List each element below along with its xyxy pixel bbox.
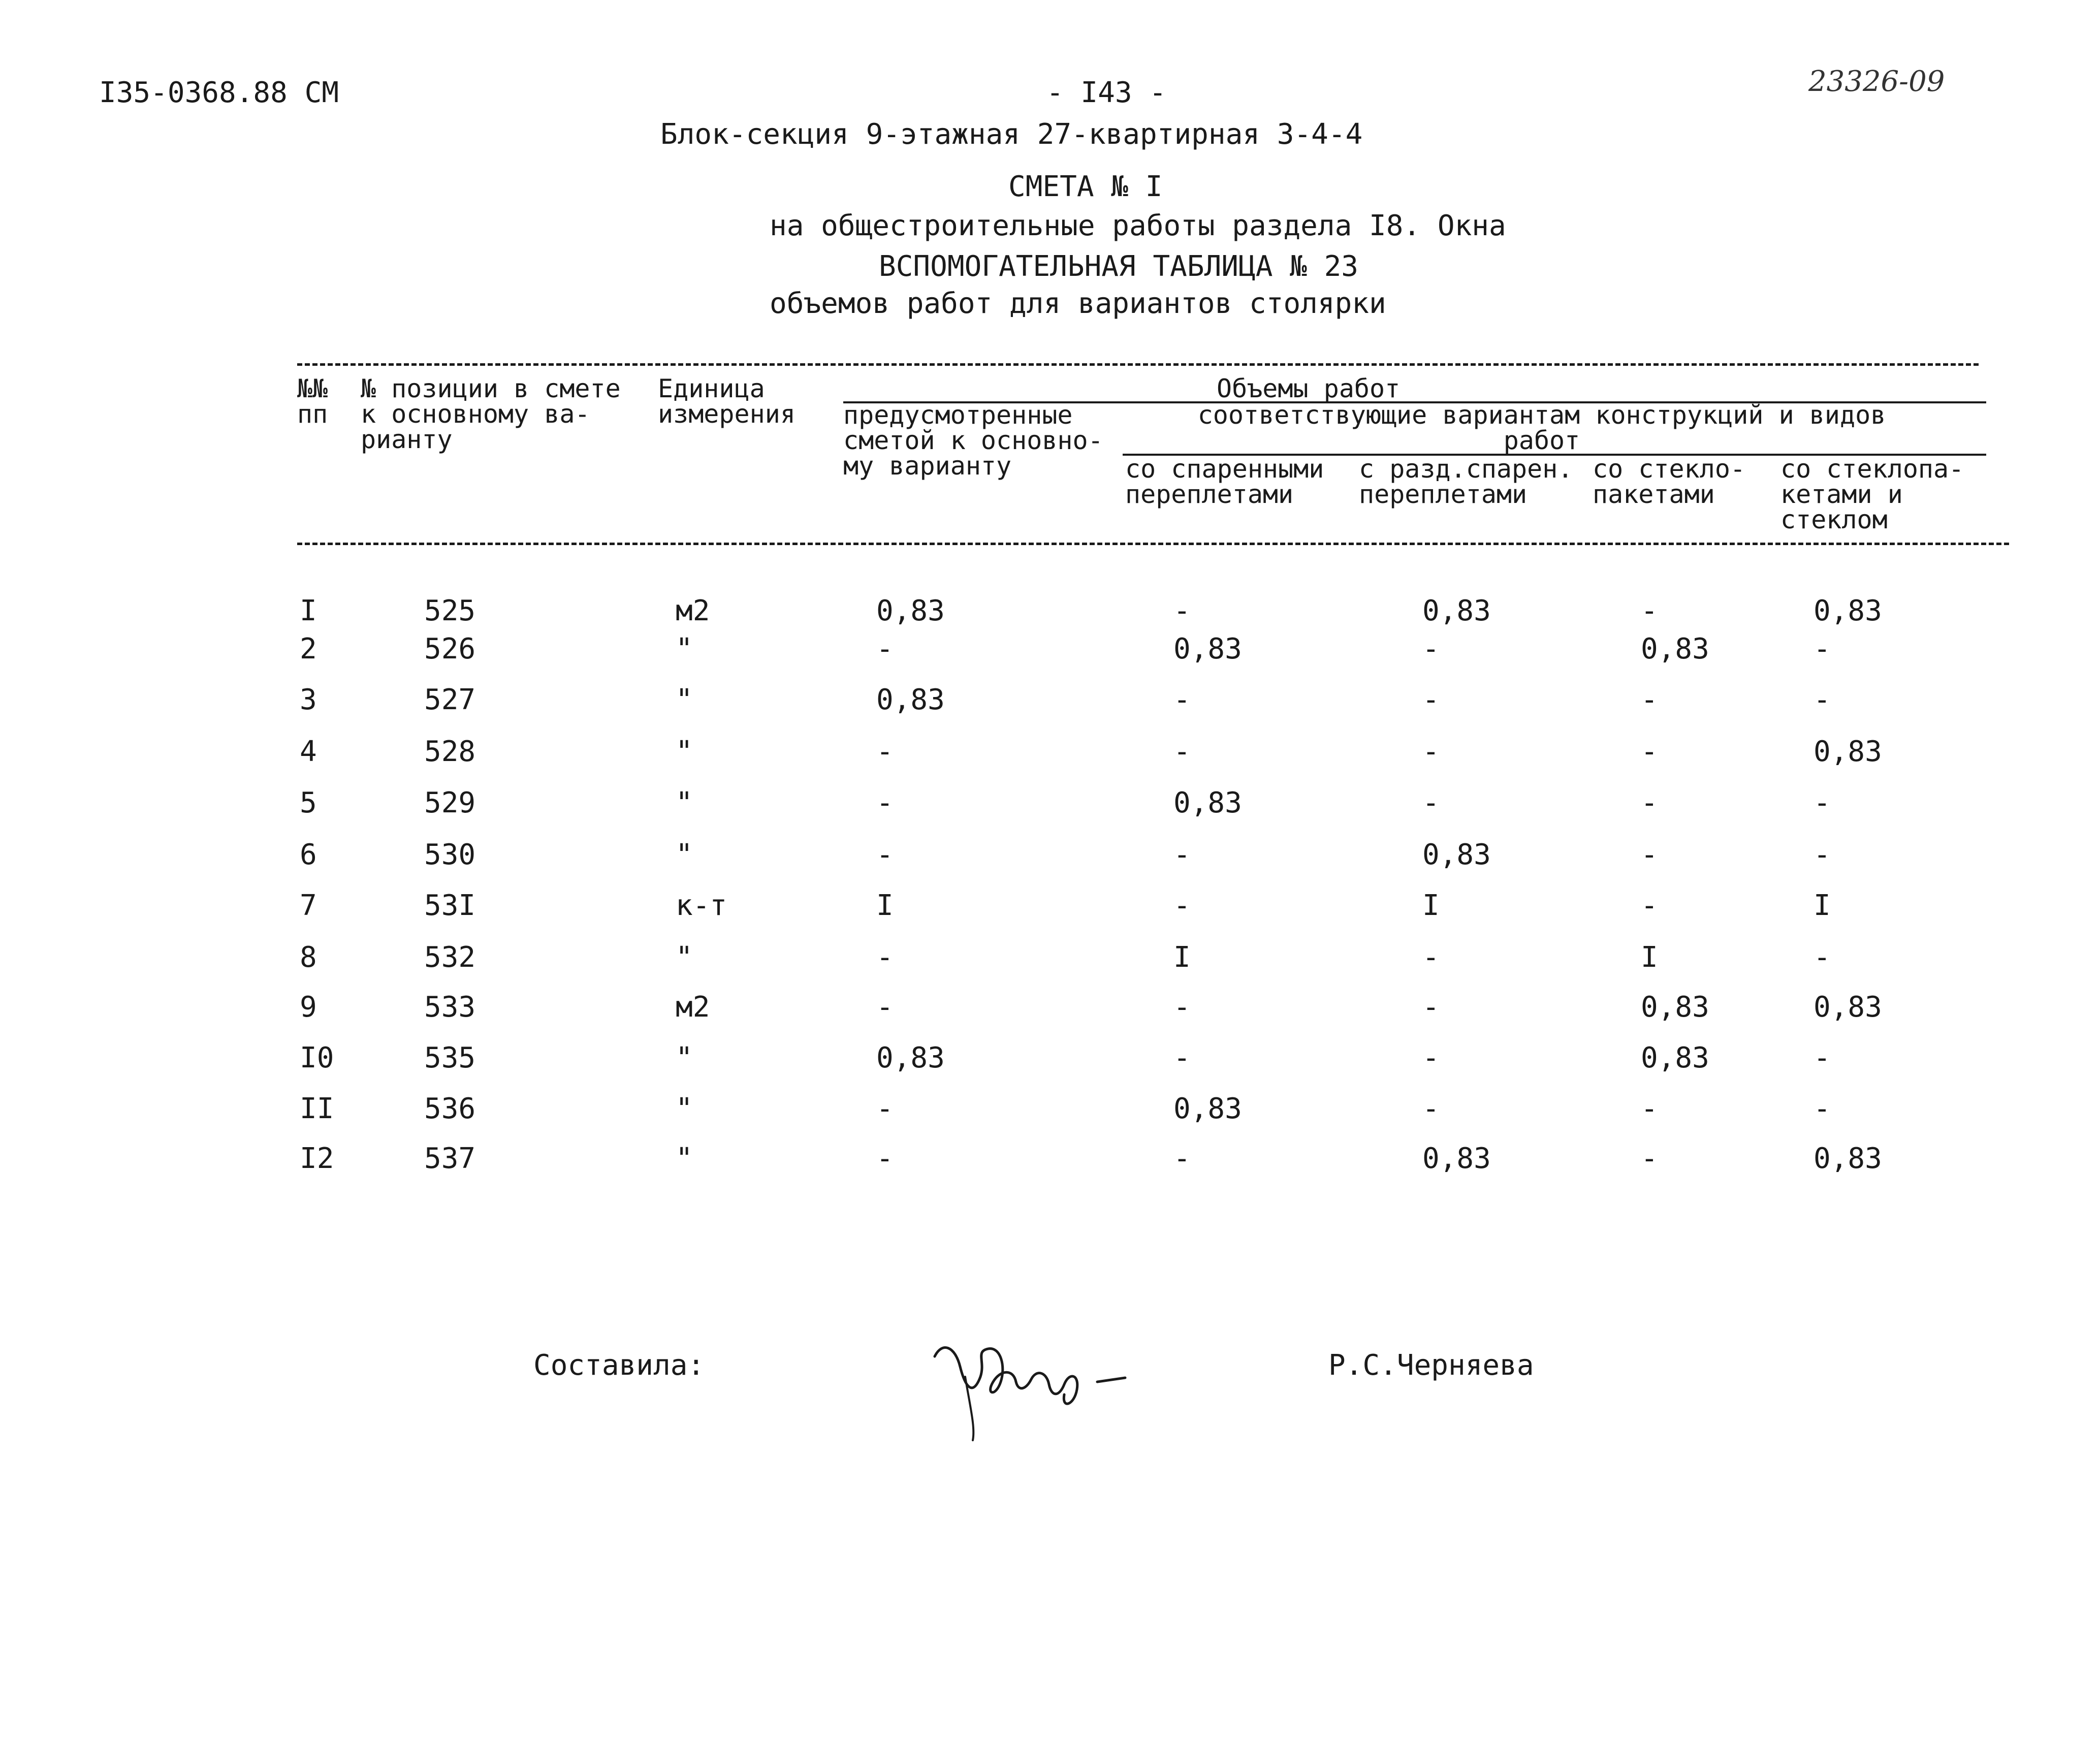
header-variant-paired: со спаренными переплетами: [1125, 454, 1324, 509]
cell-position: 525: [424, 594, 476, 627]
aux-table-subtitle: объемов работ для вариантов столярки: [770, 287, 1386, 320]
cell-variant-separate-paired: I: [1422, 889, 1440, 922]
cell-variant-glass-units: -: [1641, 594, 1658, 627]
table-top-rule: [297, 363, 1979, 366]
cell-variant-glass-units: -: [1641, 1142, 1658, 1175]
cell-variant-separate-paired: 0,83: [1422, 594, 1491, 627]
cell-position: 533: [424, 991, 476, 1024]
cell-variant-glass-units-and-glass: -: [1813, 786, 1831, 819]
aux-table-title: ВСПОМОГАТЕЛЬНАЯ ТАБЛИЦА № 23: [879, 250, 1359, 283]
cell-variant-paired: -: [1173, 735, 1191, 768]
cell-position: 526: [424, 632, 476, 666]
cell-variant-glass-units: -: [1641, 735, 1658, 768]
cell-variant-glass-units: -: [1641, 889, 1658, 922]
cell-variant-glass-units-and-glass: I: [1813, 889, 1831, 922]
cell-unit: к-т: [676, 889, 727, 922]
cell-number: 6: [300, 838, 317, 871]
cell-variant-paired: -: [1173, 594, 1191, 627]
cell-base-variant: -: [876, 1142, 894, 1175]
cell-base-variant: 0,83: [876, 1041, 945, 1074]
cell-number: I2: [300, 1142, 334, 1175]
cell-variant-glass-units: I: [1641, 941, 1658, 974]
cell-unit: ": [676, 735, 693, 768]
cell-number: 8: [300, 941, 317, 974]
header-variant-glass-units: со стекло- пакетами: [1593, 454, 1746, 509]
page-number: - I43 -: [1046, 76, 1167, 109]
cell-base-variant: -: [876, 632, 894, 666]
cell-variant-glass-units-and-glass: 0,83: [1813, 735, 1882, 768]
cell-base-variant: I: [876, 889, 894, 922]
cell-variant-glass-units-and-glass: -: [1813, 838, 1831, 871]
cell-variant-separate-paired: -: [1422, 735, 1440, 768]
cell-unit: ": [676, 1041, 693, 1074]
cell-position: 527: [424, 683, 476, 716]
cell-variant-paired: 0,83: [1173, 632, 1242, 666]
header-position: № позиции в смете к основному ва- рианту: [361, 374, 621, 454]
cell-variant-glass-units-and-glass: -: [1813, 632, 1831, 666]
cell-position: 530: [424, 838, 476, 871]
cell-unit: ": [676, 941, 693, 974]
block-section-title: Блок-секция 9-этажная 27-квартирная 3-4-4: [660, 118, 1363, 151]
header-variant-glass-units-and-glass: со стеклопа- кетами и стеклом: [1780, 454, 1964, 534]
signature-mark: [925, 1321, 1143, 1443]
cell-position: 537: [424, 1142, 476, 1175]
cell-variant-glass-units: 0,83: [1641, 632, 1709, 666]
cell-variant-glass-units: -: [1641, 786, 1658, 819]
cell-variant-paired: -: [1173, 1041, 1191, 1074]
cell-variant-paired: -: [1173, 991, 1191, 1024]
header-base-variant: предусмотренные сметой к основно- му варианту: [843, 400, 1103, 481]
cell-variant-glass-units: 0,83: [1641, 1041, 1709, 1074]
cell-position: 535: [424, 1041, 476, 1074]
cell-variant-glass-units-and-glass: -: [1813, 941, 1831, 974]
cell-base-variant: -: [876, 991, 894, 1024]
table-header-bottom-rule: [297, 543, 2009, 545]
cell-variant-paired: 0,83: [1173, 1092, 1242, 1125]
compiled-by-label: Составила:: [533, 1349, 705, 1382]
cell-base-variant: -: [876, 786, 894, 819]
cell-position: 528: [424, 735, 476, 768]
cell-number: I: [300, 594, 317, 627]
cell-variant-glass-units: 0,83: [1641, 991, 1709, 1024]
cell-unit: м2: [676, 594, 710, 627]
header-unit: Единица измерения: [658, 374, 796, 429]
cell-variant-glass-units-and-glass: -: [1813, 1092, 1831, 1125]
cell-unit: ": [676, 786, 693, 819]
cell-base-variant: 0,83: [876, 594, 945, 627]
cell-number: II: [300, 1092, 334, 1125]
cell-variant-paired: -: [1173, 838, 1191, 871]
header-row-number: №№ пп: [297, 374, 328, 429]
cell-variant-glass-units: -: [1641, 683, 1658, 716]
cell-variant-separate-paired: -: [1422, 1092, 1440, 1125]
cell-variant-paired: 0,83: [1173, 786, 1242, 819]
cell-number: I0: [300, 1041, 334, 1074]
cell-unit: ": [676, 1092, 693, 1125]
cell-variant-paired: -: [1173, 1142, 1191, 1175]
estimate-subtitle: на общестроительные работы раздела I8. Окна: [770, 209, 1506, 242]
cell-number: 2: [300, 632, 317, 666]
cell-number: 9: [300, 991, 317, 1024]
compiler-name: Р.С.Черняева: [1328, 1349, 1534, 1382]
cell-variant-separate-paired: -: [1422, 786, 1440, 819]
cell-variant-paired: -: [1173, 889, 1191, 922]
cell-unit: м2: [676, 991, 710, 1024]
cell-variant-separate-paired: -: [1422, 683, 1440, 716]
cell-unit: ": [676, 1142, 693, 1175]
cell-position: 536: [424, 1092, 476, 1125]
cell-number: 3: [300, 683, 317, 716]
cell-variant-separate-paired: -: [1422, 991, 1440, 1024]
cell-variant-separate-paired: 0,83: [1422, 838, 1491, 871]
cell-base-variant: -: [876, 838, 894, 871]
cell-unit: ": [676, 683, 693, 716]
cell-variant-paired: -: [1173, 683, 1191, 716]
cell-variant-glass-units: -: [1641, 838, 1658, 871]
cell-base-variant: -: [876, 1092, 894, 1125]
cell-position: 532: [424, 941, 476, 974]
header-volumes: Объемы работ: [1217, 374, 1401, 403]
cell-position: 53I: [424, 889, 476, 922]
cell-variant-glass-units: -: [1641, 1092, 1658, 1125]
document-code: I35-0368.88 СМ: [99, 76, 339, 109]
cell-base-variant: -: [876, 735, 894, 768]
cell-variant-glass-units-and-glass: -: [1813, 683, 1831, 716]
cell-unit: ": [676, 632, 693, 666]
archive-number: 23326-09: [1808, 65, 1945, 98]
cell-variant-paired: I: [1173, 941, 1191, 974]
cell-variant-glass-units-and-glass: 0,83: [1813, 1142, 1882, 1175]
cell-variant-glass-units-and-glass: 0,83: [1813, 594, 1882, 627]
cell-variant-separate-paired: 0,83: [1422, 1142, 1491, 1175]
cell-variant-glass-units-and-glass: 0,83: [1813, 991, 1882, 1024]
cell-variant-separate-paired: -: [1422, 632, 1440, 666]
cell-variant-separate-paired: -: [1422, 941, 1440, 974]
estimate-title: СМЕТА № I: [1008, 170, 1163, 203]
cell-variant-glass-units-and-glass: -: [1813, 1041, 1831, 1074]
cell-number: 7: [300, 889, 317, 922]
cell-base-variant: -: [876, 941, 894, 974]
cell-unit: ": [676, 838, 693, 871]
header-variants: соответствующие вариантам конструкций и видов работ: [1197, 400, 1886, 455]
cell-number: 5: [300, 786, 317, 819]
cell-variant-separate-paired: -: [1422, 1041, 1440, 1074]
cell-base-variant: 0,83: [876, 683, 945, 716]
cell-number: 4: [300, 735, 317, 768]
header-variant-separate-paired: с разд.спарен. переплетами: [1359, 454, 1573, 509]
cell-position: 529: [424, 786, 476, 819]
